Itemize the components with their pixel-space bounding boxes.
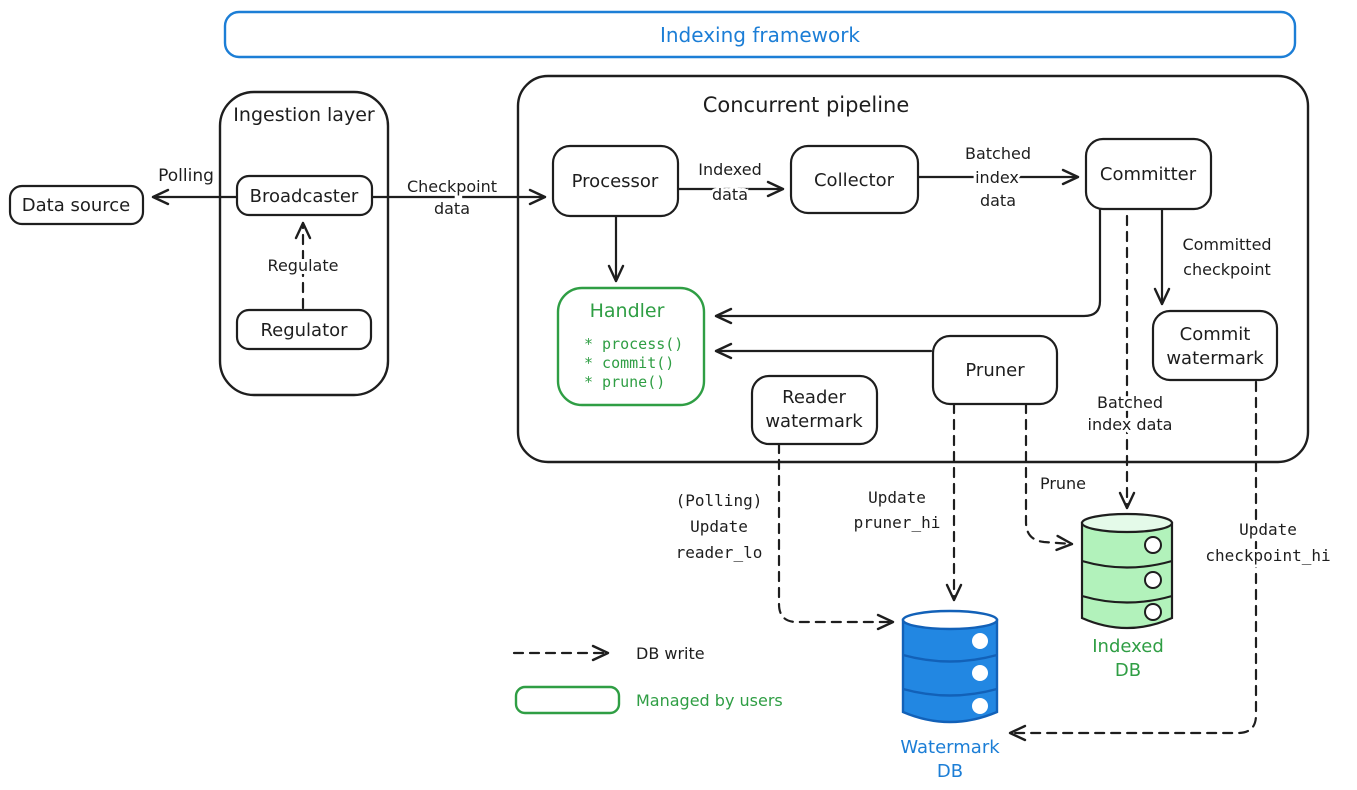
node-committer	[1086, 139, 1211, 209]
arrow-reader-watermark-to-watermark-db	[779, 444, 893, 622]
label-regulate: Regulate	[267, 256, 339, 275]
watermark-db-dot-1	[972, 633, 988, 649]
indexed-db-dot-2	[1145, 572, 1161, 588]
label-indexed-data-2: data	[711, 185, 749, 204]
node-pruner	[933, 336, 1057, 404]
label-update-pruner-hi-1: Update	[868, 488, 926, 507]
watermark-db-dot-2	[972, 665, 988, 681]
label-batched-index-data-top-3: data	[979, 191, 1017, 210]
label-polling-update-reader-lo-3: reader_lo	[675, 543, 763, 562]
label-update-checkpoint-hi-2: checkpoint_hi	[1205, 546, 1331, 565]
legend-managed-label: Managed by users	[636, 691, 783, 710]
node-data-source	[10, 186, 143, 224]
watermark-db-label-1: Watermark	[900, 737, 1000, 758]
label-batched-index-data-top-1: Batched	[965, 144, 1031, 163]
label-committed-checkpoint-1: Committed	[1182, 235, 1272, 254]
label-indexed-data-1: Indexed	[698, 160, 762, 179]
label-polling-update-reader-lo-1: (Polling)	[675, 491, 763, 510]
label-polling-update-reader-lo-2: Update	[690, 517, 748, 536]
indexed-db	[1082, 514, 1172, 681]
label-batched-index-data-bottom-2: index data	[1087, 415, 1173, 434]
node-regulator	[237, 310, 371, 349]
banner-title: Indexing framework	[659, 23, 861, 47]
legend-managed-box-icon	[516, 687, 619, 713]
watermark-db-top	[903, 611, 997, 629]
label-checkpoint-data-2: data	[433, 199, 471, 218]
handler-method-prune: * prune()	[584, 373, 666, 391]
node-commit-watermark	[1153, 311, 1277, 380]
watermark-db-dot-3	[972, 698, 988, 714]
indexed-db-label-2: DB	[1114, 660, 1142, 681]
handler-method-commit: * commit()	[584, 354, 675, 372]
label-polling: Polling	[158, 166, 214, 186]
broadcaster-label: Broadcaster	[249, 186, 359, 207]
commit-watermark-label-2: watermark	[1166, 348, 1264, 369]
node-broadcaster	[237, 176, 372, 215]
ingestion-layer-title: Ingestion layer	[233, 104, 375, 126]
handler-method-process: * process()	[584, 335, 684, 353]
arrow-committer-to-handler	[716, 209, 1100, 316]
collector-label: Collector	[813, 170, 895, 191]
label-prune: Prune	[1039, 474, 1087, 493]
label-update-pruner-hi-2: pruner_hi	[853, 513, 941, 532]
handler-title: Handler	[589, 300, 665, 322]
node-processor	[553, 146, 678, 216]
node-reader-watermark	[752, 376, 877, 444]
legend	[514, 644, 783, 713]
committer-label: Committer	[1099, 164, 1197, 185]
data-source-label: Data source	[21, 195, 131, 216]
pruner-label: Pruner	[965, 360, 1025, 381]
commit-watermark-box	[1153, 311, 1277, 380]
label-committed-checkpoint-2: checkpoint	[1183, 260, 1271, 279]
label-batched-index-data-bottom-1: Batched	[1097, 393, 1163, 412]
reader-watermark-label-2: watermark	[765, 411, 863, 432]
concurrent-pipeline-title: Concurrent pipeline	[702, 93, 910, 117]
watermark-db-label-2: DB	[936, 761, 964, 782]
indexed-db-dot-3	[1145, 604, 1161, 620]
watermark-db	[900, 611, 1000, 782]
processor-label: Processor	[571, 171, 659, 192]
node-handler	[558, 288, 704, 405]
label-batched-index-data-top-2: index	[975, 168, 1019, 187]
indexed-db-dot-1	[1145, 537, 1161, 553]
label-update-checkpoint-hi-1: Update	[1239, 520, 1297, 539]
banner	[225, 12, 1295, 57]
commit-watermark-label-1: Commit	[1179, 324, 1251, 345]
legend-db-write-label: DB write	[636, 644, 705, 663]
regulator-label: Regulator	[260, 320, 348, 341]
node-collector	[791, 146, 918, 213]
indexed-db-top	[1082, 514, 1172, 532]
indexed-db-label-1: Indexed	[1092, 636, 1164, 657]
label-checkpoint-data-1: Checkpoint	[406, 177, 498, 196]
reader-watermark-label-1: Reader	[782, 387, 846, 408]
